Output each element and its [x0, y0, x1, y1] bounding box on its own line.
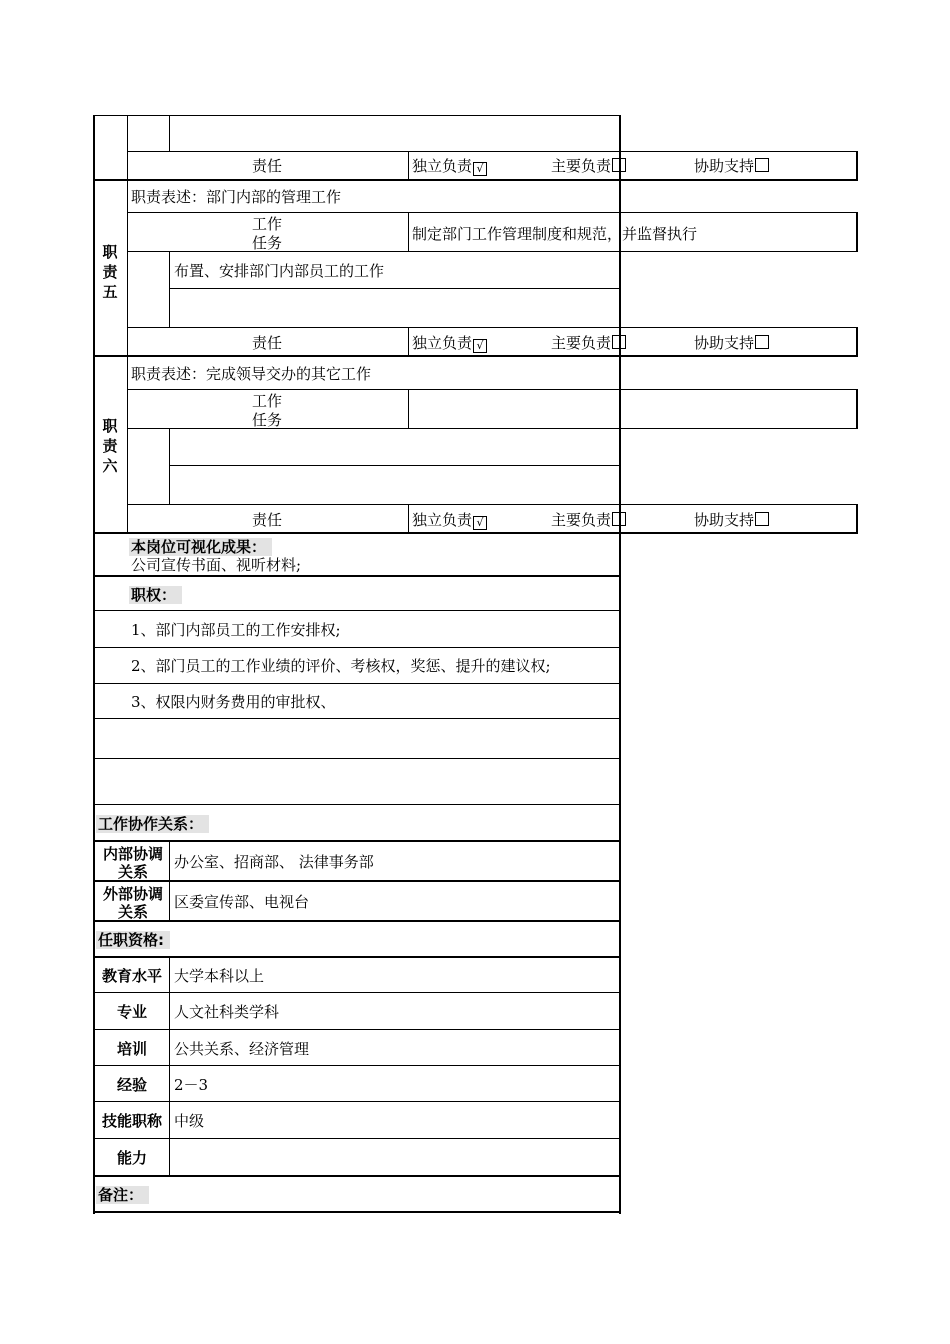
authority-label: 职权： — [129, 586, 182, 604]
duty5-statement: 职责表述：部门内部的管理工作 — [131, 188, 342, 206]
qualification-value-experience: 2－3 — [174, 1076, 209, 1094]
assist-option[interactable]: 协助支持 — [694, 334, 769, 352]
qualification-label-skill-title: 技能职称 — [101, 1112, 162, 1130]
responsibility-label: 责任 — [252, 511, 283, 529]
checked-checkbox-icon[interactable]: √ — [473, 162, 487, 176]
visual-results-label: 本岗位可视化成果： — [129, 538, 272, 556]
qualification-value-training: 公共关系、经济管理 — [174, 1040, 310, 1058]
unchecked-checkbox-icon[interactable] — [755, 335, 769, 349]
visual-results-value: 公司宣传书面、视听材料; — [131, 556, 302, 574]
unchecked-checkbox-icon[interactable] — [612, 512, 626, 526]
independent-option[interactable]: 独立负责 √ — [412, 157, 487, 176]
duty6-title-text: 职责六 — [102, 417, 118, 475]
internal-label-1: 内部协调 — [102, 845, 163, 863]
external-label-1: 外部协调 — [102, 885, 163, 903]
duty5-title-text: 职责五 — [102, 243, 118, 301]
authority-item-1: 1、部门内部员工的工作安排权; — [131, 621, 341, 639]
unchecked-checkbox-icon[interactable] — [612, 335, 626, 349]
external-value: 区委宣传部、电视台 — [174, 893, 310, 911]
qualification-label-major: 专业 — [116, 1003, 147, 1021]
qualification-value-skill-title: 中级 — [174, 1112, 205, 1130]
main-option[interactable]: 主要负责 — [551, 334, 626, 352]
responsibility-label: 责任 — [252, 157, 283, 175]
duty5-task-1: 制定部门工作管理制度和规范，并监督执行 — [412, 225, 698, 243]
assist-option[interactable]: 协助支持 — [694, 511, 769, 529]
unchecked-checkbox-icon[interactable] — [755, 158, 769, 172]
duty5-title — [95, 242, 125, 302]
main-option[interactable]: 主要负责 — [551, 157, 626, 175]
qualification-label-training: 培训 — [116, 1040, 147, 1058]
independent-option[interactable]: 独立负责 √ — [412, 511, 487, 530]
duty6-task-label-1: 工作 — [252, 392, 283, 410]
qualification-label-ability: 能力 — [116, 1149, 147, 1167]
internal-label-2: 关系 — [117, 863, 148, 881]
independent-option[interactable]: 独立负责 √ — [412, 334, 487, 353]
authority-item-2: 2、部门员工的工作业绩的评价、考核权，奖惩、提升的建议权; — [131, 657, 551, 675]
internal-value: 办公室、招商部、 法律事务部 — [174, 853, 374, 871]
qualification-label-experience: 经验 — [116, 1076, 147, 1094]
remarks-label: 备注： — [96, 1186, 149, 1204]
assist-option[interactable]: 协助支持 — [694, 157, 769, 175]
duty6-task-label-2: 任务 — [252, 411, 283, 429]
duty6-statement: 职责表述：完成领导交办的其它工作 — [131, 365, 372, 383]
qualification-label-education: 教育水平 — [101, 967, 162, 985]
unchecked-checkbox-icon[interactable] — [755, 512, 769, 526]
unchecked-checkbox-icon[interactable] — [612, 158, 626, 172]
duty5-task-2: 布置、安排部门内部员工的工作 — [174, 262, 385, 280]
external-label-2: 关系 — [117, 903, 148, 921]
duty6-title — [95, 416, 125, 476]
checked-checkbox-icon[interactable]: √ — [473, 339, 487, 353]
duty5-task-label-1: 工作 — [252, 215, 283, 233]
qualifications-label: 任职资格: — [96, 931, 170, 949]
cooperation-label: 工作协作关系： — [96, 815, 209, 833]
responsibility-label: 责任 — [252, 334, 283, 352]
duty5-task-label-2: 任务 — [252, 234, 283, 252]
authority-item-3: 3、权限内财务费用的审批权、 — [131, 693, 336, 711]
qualification-value-education: 大学本科以上 — [174, 967, 265, 985]
main-option[interactable]: 主要负责 — [551, 511, 626, 529]
checked-checkbox-icon[interactable]: √ — [473, 516, 487, 530]
qualification-value-major: 人文社科类学科 — [174, 1003, 280, 1021]
